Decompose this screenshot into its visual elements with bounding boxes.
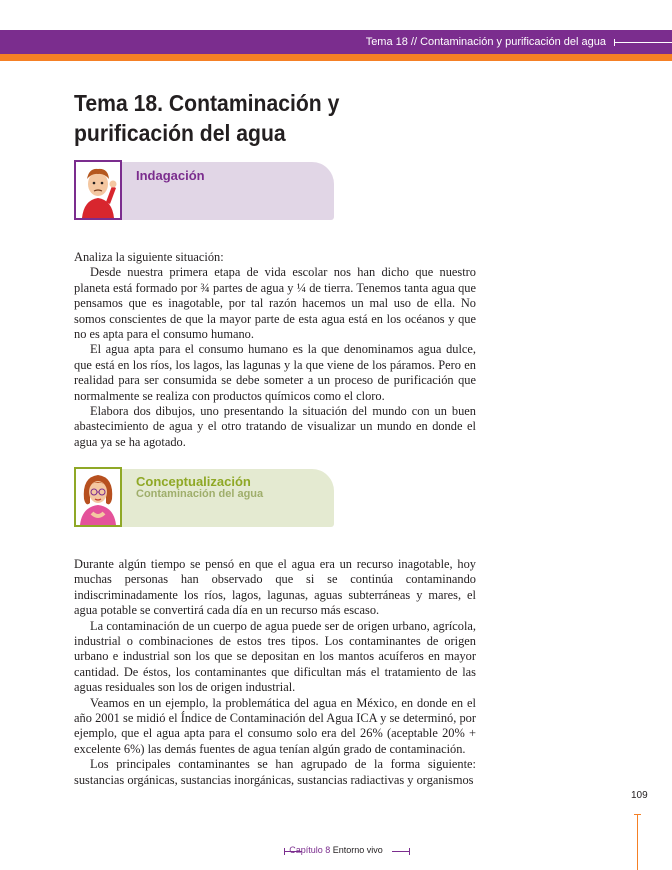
- paragraph: El agua apta para el consumo humano es la que denominamos agua dulce, que está en los ríos, los lagos, las lagunas y la que viene de los páramos. Pero en realidad para ser consumida se debe someter a un proceso de purificación que normalmente se realiza con productos químicos como el cloro.: [74, 342, 476, 403]
- footer-chapter-title: Entorno vivo: [332, 845, 383, 855]
- paragraph: Durante algún tiempo se pensó en que el agua era un recurso inagotable, hoy muchas personas han observado que si se continúa contaminando indiscriminadamente los ríos, lagos, lagunas, aguas subterráneas y mares, el agua potable se convertirá cada día en un recurso más escaso.: [74, 557, 476, 618]
- section-label-indagacion: Indagación: [136, 168, 205, 183]
- conceptualizacion-text: [74, 557, 476, 788]
- indagacion-text: [74, 250, 476, 450]
- page-title: Tema 18. Contaminación y purificación del agua: [74, 90, 340, 146]
- footer: [0, 845, 672, 855]
- side-rule-cap: [634, 814, 641, 815]
- paragraph: Desde nuestra primera etapa de vida escolar nos han dicho que nuestro planeta está formado por ¾ partes de agua y ¼ de tierra. Tenemos tanta agua que pensamos que es inagotable, por tal razón hacemos un mal uso de ella. No somos conscientes de que la mayor parte de esta agua está en los océanos y que no es apta para el consumo humano.: [74, 265, 476, 342]
- paragraph: La contaminación de un cuerpo de agua puede ser de origen urbano, agrícola, industrial o combinaciones de estos tres tipos. Los contaminantes de origen urbano e industrial son los que se depositan en los mantos acuíferos en mayor cantidad. De éstos, los contaminantes que dificultan más el tratamiento de las aguas residuales son los de origen industrial.: [74, 618, 476, 695]
- running-head: Tema 18 // Contaminación y purificación del agua: [365, 36, 606, 48]
- page-number: 109: [631, 790, 648, 801]
- thinking-boy-icon: [74, 160, 122, 220]
- section-sublabel: Contaminación del agua: [136, 488, 264, 500]
- footer-rule-cap-right: [409, 848, 410, 855]
- girl-with-glasses-icon: [74, 467, 122, 527]
- header-accent-stripe: [0, 54, 672, 61]
- side-rule: [637, 814, 638, 870]
- paragraph: Los principales contaminantes se han agrupado de la forma siguiente: sustancias orgánicas, sustancias inorgánicas, sustancias radiactivas y organismos: [74, 757, 476, 787]
- section-label-conceptualizacion: Conceptualización: [136, 474, 251, 489]
- footer-chapter: Capítulo 8: [289, 845, 331, 855]
- running-head-rule-cap: [614, 39, 615, 46]
- paragraph: Elabora dos dibujos, uno presentando la situación del mundo con un buen abastecimiento de agua y el otro tratando de visualizar un mundo en donde el agua ya se ha agotado.: [74, 404, 476, 449]
- footer-rule-right: [392, 851, 410, 852]
- paragraph: Veamos en un ejemplo, la problemática del agua en México, en donde en el año 2001 se midió el Índice de Contaminación del Agua ICA y se determinó, por ejemplo, que el agua apta para el consumo solo era del 26% (aceptable 20% + excelente 6%) las demás fuentes de agua tenían algún grado de contaminación.: [74, 695, 476, 756]
- paragraph: Analiza la siguiente situación:: [74, 250, 224, 264]
- running-head-rule: [614, 42, 672, 43]
